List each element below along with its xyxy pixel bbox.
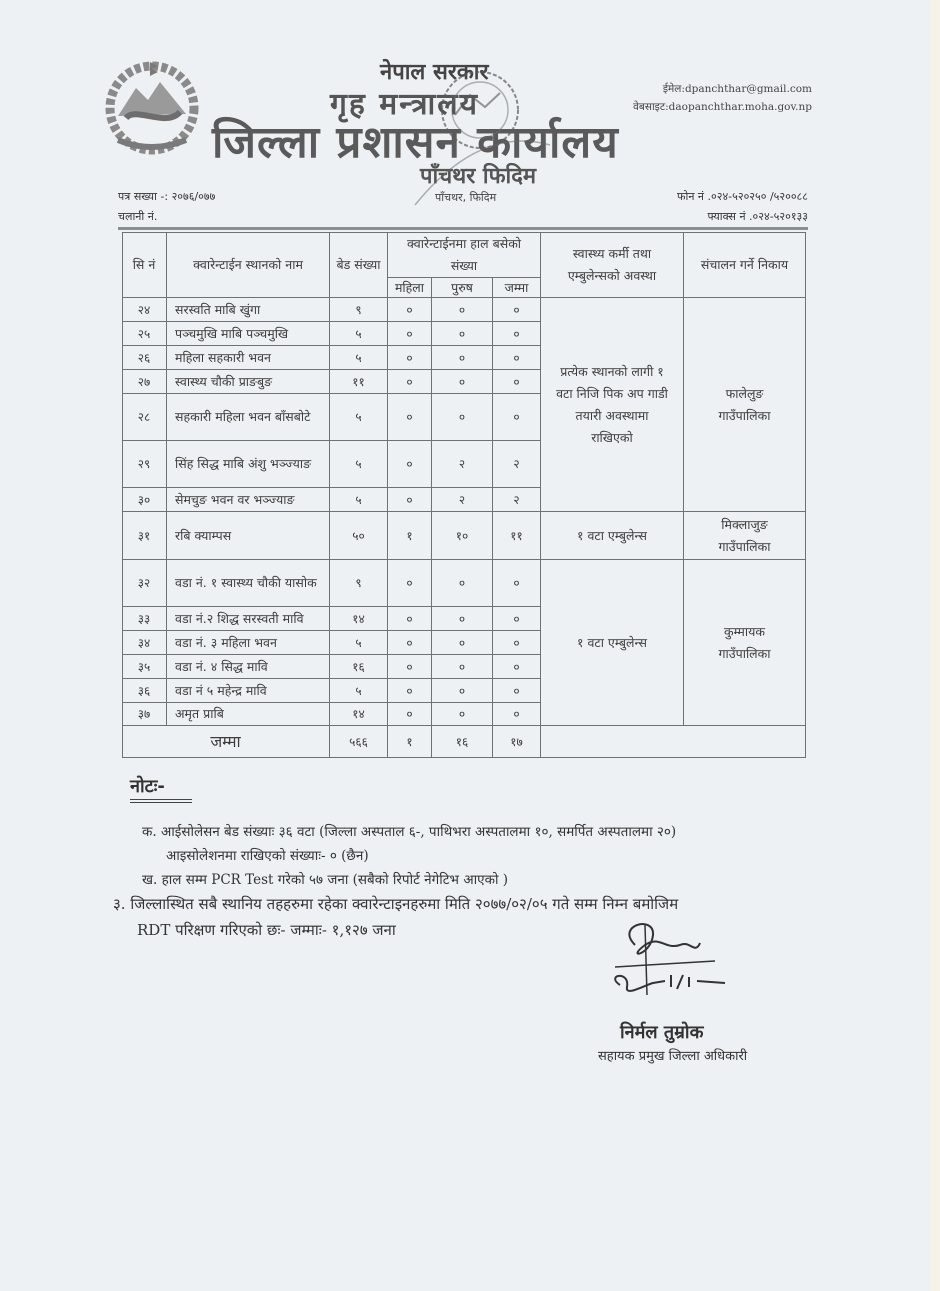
note-pcr-tests: ख. हाल सम्म PCR Test गरेको ५७ जना (सबैको रिपोर्ट नेगेटिभ आएको ) <box>142 872 509 888</box>
row-male: ० <box>432 346 493 370</box>
header-female: महिला <box>388 278 432 298</box>
row-male: २ <box>432 441 493 488</box>
row-female: ० <box>388 370 432 394</box>
row-sn: ३२ <box>122 560 167 607</box>
row-name: स्वास्थ्य चौकी प्राङबुङ <box>167 370 330 394</box>
row-beds: ५ <box>330 394 388 441</box>
row-total: ० <box>493 560 541 607</box>
row-sn: २७ <box>122 370 167 394</box>
ministry-name: गृह मन्त्रालय <box>330 87 480 122</box>
row-beds: ५ <box>330 322 388 346</box>
group-health-ambulance: १ वटा एम्बुलेन्स <box>541 512 684 560</box>
total-beds: ५६६ <box>330 726 388 758</box>
row-female: ० <box>388 441 432 488</box>
total-total: १७ <box>493 726 541 758</box>
row-name: सेमचुङ भवन वर भञ्ज्याङ <box>167 488 330 512</box>
row-female: ० <box>388 679 432 703</box>
row-beds: ९ <box>330 560 388 607</box>
office-stamp-icon <box>395 55 565 215</box>
row-name: वडा नं ५ महेन्द्र मावि <box>167 679 330 703</box>
group-operator: फालेलुङ गाउँपालिका <box>684 298 806 512</box>
row-beds: ११ <box>330 370 388 394</box>
row-female: ० <box>388 560 432 607</box>
header-sn: सि नं <box>122 232 167 298</box>
row-sn: ३० <box>122 488 167 512</box>
office-email: ईमेल:dpanchthar@gmail.com <box>662 83 812 95</box>
row-beds: ५० <box>330 512 388 560</box>
row-beds: ५ <box>330 488 388 512</box>
row-total: ० <box>493 679 541 703</box>
row-sn: ३५ <box>122 655 167 679</box>
reference-number: पत्र सख्या -: २०७६/०७७ <box>118 190 216 203</box>
row-beds: ९ <box>330 298 388 322</box>
header-total: जम्मा <box>493 278 541 298</box>
total-label: जम्मा <box>122 726 330 758</box>
district-name: पाँचथर फिदिम <box>420 163 537 189</box>
notes-title: नोटः- <box>130 776 165 797</box>
row-male: ० <box>432 394 493 441</box>
page-edge <box>930 0 940 1291</box>
row-name: वडा नं. ३ महिला भवन <box>167 631 330 655</box>
group-operator: मिक्लाजुङ गाउँपालिका <box>684 512 806 560</box>
office-name: जिल्ला प्रशासन कार्यालय <box>212 117 619 168</box>
row-total: ० <box>493 346 541 370</box>
row-sn: ३३ <box>122 607 167 631</box>
signatory-name: निर्मल तुम्रोक <box>620 1022 704 1043</box>
row-name: महिला सहकारी भवन <box>167 346 330 370</box>
row-name: सिंह सिद्ध माबि अंशु भञ्ज्याङ <box>167 441 330 488</box>
note-isolation-beds: क. आईसोलेसन बेड संख्याः ३६ वटा (जिल्ला अस्पताल ६-, पाथिभरा अस्पतालमा १०, समर्पित अस्पतालमा २०) <box>142 824 677 840</box>
row-name: पञ्चमुखि माबि पञ्चमुखि <box>167 322 330 346</box>
row-male: ० <box>432 322 493 346</box>
row-male: ० <box>432 679 493 703</box>
row-sn: ३४ <box>122 631 167 655</box>
row-sn: २९ <box>122 441 167 488</box>
header-male: पुरुष <box>432 278 493 298</box>
row-sn: ३७ <box>122 703 167 726</box>
header-divider <box>118 227 808 230</box>
row-name: वडा नं.२ शिद्ध सरस्वती मावि <box>167 607 330 631</box>
fax-number: फ्याक्स नं .०२४-५२०१३३ <box>707 210 808 223</box>
row-name: अमृत प्राबि <box>167 703 330 726</box>
row-male: २ <box>432 488 493 512</box>
quarantine-table <box>122 232 806 758</box>
row-total: ० <box>493 322 541 346</box>
nepal-emblem-icon <box>96 56 208 156</box>
group-health-ambulance: प्रत्येक स्थानको लागी १ वटा निजि पिक अप गाडी तयारी अवस्थामा राखिएको <box>541 298 684 512</box>
dispatch-number: चलानी नं. <box>118 210 158 223</box>
row-total: ० <box>493 298 541 322</box>
row-female: ० <box>388 607 432 631</box>
note-rdt-line1: ३. जिल्लास्थित सबै स्थानिय तहहरुमा रहेका क्वारेन्टाइनहरुमा मिति २०७७/०२/०५ गते सम्म निम्न बमोजिम <box>113 895 679 913</box>
row-beds: १४ <box>330 607 388 631</box>
notes-title-underline <box>130 802 192 803</box>
government-name: नेपाल सरकार <box>380 59 489 85</box>
header-operator: संचालन गर्ने निकाय <box>684 232 806 298</box>
row-female: ० <box>388 631 432 655</box>
row-male: १० <box>432 512 493 560</box>
row-name: रबि क्याम्पस <box>167 512 330 560</box>
row-female: ० <box>388 346 432 370</box>
row-female: ० <box>388 655 432 679</box>
row-sn: २४ <box>122 298 167 322</box>
row-total: ११ <box>493 512 541 560</box>
row-male: ० <box>432 560 493 607</box>
office-place: पाँचथर, फिदिम <box>435 191 497 204</box>
row-male: ० <box>432 607 493 631</box>
signatory-title: सहायक प्रमुख जिल्ला अधिकारी <box>598 1049 748 1064</box>
row-name: सरस्वति माबि खुंगा <box>167 298 330 322</box>
notes-title-underline <box>130 799 192 800</box>
header-health-ambulance: स्वास्थ्य कर्मी तथा एम्बुलेन्सको अवस्था <box>541 232 684 298</box>
row-beds: ५ <box>330 441 388 488</box>
office-website: वेबसाइट:daopanchthar.moha.gov.np <box>633 101 812 113</box>
row-male: ० <box>432 703 493 726</box>
row-name: वडा नं. १ स्वास्थ्य चौकी यासोक <box>167 560 330 607</box>
row-male: ० <box>432 655 493 679</box>
total-blank <box>541 726 806 758</box>
row-beds: १६ <box>330 655 388 679</box>
row-sn: २५ <box>122 322 167 346</box>
row-name: वडा नं. ४ सिद्ध मावि <box>167 655 330 679</box>
row-beds: ५ <box>330 631 388 655</box>
note-isolation-count: आइसोलेशनमा राखिएको संख्याः- ० (छैन) <box>166 848 369 864</box>
row-total: २ <box>493 441 541 488</box>
row-total: ० <box>493 607 541 631</box>
row-female: ० <box>388 322 432 346</box>
total-female: १ <box>388 726 432 758</box>
row-male: ० <box>432 631 493 655</box>
row-male: ० <box>432 370 493 394</box>
row-total: ० <box>493 655 541 679</box>
row-sn: ३१ <box>122 512 167 560</box>
row-male: ० <box>432 298 493 322</box>
row-beds: १४ <box>330 703 388 726</box>
row-female: १ <box>388 512 432 560</box>
row-total: ० <box>493 370 541 394</box>
row-sn: ३६ <box>122 679 167 703</box>
header-current-group: क्वारेन्टाईनमा हाल बसेको संख्या <box>388 232 541 278</box>
row-female: ० <box>388 703 432 726</box>
row-female: ० <box>388 488 432 512</box>
group-operator: कुम्मायक गाउँपालिका <box>684 560 806 726</box>
row-female: ० <box>388 394 432 441</box>
row-name: सहकारी महिला भवन बाँसबोटे <box>167 394 330 441</box>
row-sn: २६ <box>122 346 167 370</box>
phone-number: फोन नं .०२४-५२०२५० /५२००८८ <box>676 190 808 203</box>
signature-icon <box>605 915 765 1015</box>
header-beds: बेड संख्या <box>330 232 388 298</box>
row-beds: ५ <box>330 679 388 703</box>
row-total: ० <box>493 631 541 655</box>
row-total: ० <box>493 394 541 441</box>
row-female: ० <box>388 298 432 322</box>
row-total: ० <box>493 703 541 726</box>
row-beds: ५ <box>330 346 388 370</box>
group-health-ambulance: १ वटा एम्बुलेन्स <box>541 560 684 726</box>
row-total: २ <box>493 488 541 512</box>
total-male: १६ <box>432 726 493 758</box>
header-name: क्वारेन्टाईन स्थानको नाम <box>167 232 330 298</box>
row-sn: २८ <box>122 394 167 441</box>
note-rdt-line2: RDT परिक्षण गरिएको छः- जम्माः- १,१२७ जना <box>137 921 396 939</box>
